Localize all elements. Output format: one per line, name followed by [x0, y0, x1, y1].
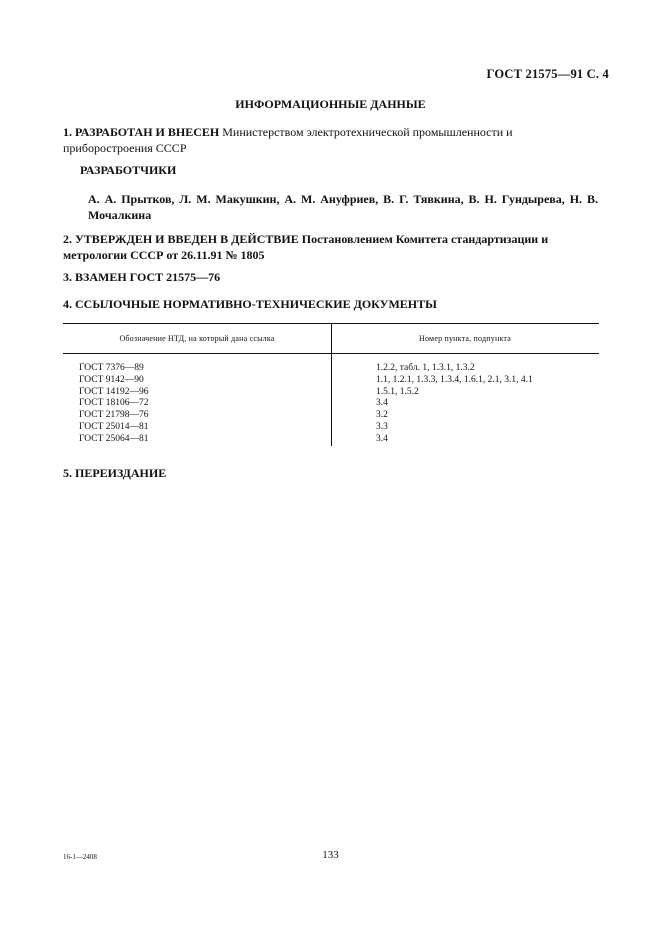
table-cell-document: ГОСТ 9142—90 — [79, 374, 144, 385]
table-column-clauses — [376, 363, 533, 446]
developers-heading: РАЗРАБОТЧИКИ — [80, 163, 177, 177]
section-5-number: 5. — [63, 466, 72, 480]
table-cell-clauses: 3.4 — [376, 433, 388, 444]
table-cell-document: ГОСТ 25014—81 — [79, 421, 149, 432]
document-reference: ГОСТ 21575—91 С. 4 — [486, 67, 609, 81]
section-2-number: 2. — [63, 232, 72, 246]
table-header-clause: Номер пункта, подпункта — [419, 334, 511, 343]
section-2-text: Постановлением Комитета стандартизации и метрологии СССР от 26.11.91 № 1805 — [63, 232, 549, 262]
section-3-heading: ВЗАМЕН ГОСТ 21575—76 — [75, 270, 221, 284]
table-cell-document: ГОСТ 7376—89 — [79, 363, 144, 373]
table-cell-clauses: 1.5.1, 1.5.2 — [376, 386, 419, 397]
section-4-heading: ССЫЛОЧНЫЕ НОРМАТИВНО-ТЕХНИЧЕСКИЕ ДОКУМЕНТЫ — [75, 297, 437, 311]
table-cell-clauses: 3.4 — [376, 398, 388, 409]
section-4 — [63, 297, 437, 313]
table-cell-document: ГОСТ 14192—96 — [79, 386, 149, 397]
table-cell-clauses: 1.1, 1.2.1, 1.3.3, 1.3.4, 1.6.1, 2.1, 3.1, 4.1 — [376, 374, 533, 385]
print-code: 16-1—2408 — [63, 853, 97, 861]
table-cell-document: ГОСТ 18106—72 — [79, 398, 149, 409]
table-cell-document: ГОСТ 21798—76 — [79, 410, 149, 421]
developers-list: А. А. Прытков, Л. М. Макушкин, А. М. Ануфриев, В. Г. Тявкина, В. Н. Гундырева, Н. В. Мочалкина — [88, 192, 598, 222]
section-1-heading: РАЗРАБОТАН И ВНЕСЕН — [75, 125, 220, 139]
section-1-text: Министерством электротехнической промышленности и приборостроения СССР — [63, 125, 513, 155]
table-column-documents — [79, 363, 149, 446]
section-5 — [63, 466, 166, 482]
page-number: 133 — [322, 849, 339, 861]
section-3 — [63, 270, 220, 286]
table-cell-document: ГОСТ 25064—81 — [79, 433, 149, 444]
section-1-number: 1. — [63, 125, 72, 139]
section-1 — [63, 125, 600, 156]
table-cell-clauses: 3.3 — [376, 421, 388, 432]
section-2-heading: УТВЕРЖДЕН И ВВЕДЕН В ДЕЙСТВИЕ — [75, 232, 299, 246]
section-3-number: 3. — [63, 270, 72, 284]
section-5-heading: ПЕРЕИЗДАНИЕ — [75, 466, 167, 480]
table-cell-clauses: 3.2 — [376, 410, 388, 421]
section-4-number: 4. — [63, 297, 72, 311]
table-cell-clauses: 1.2.2, табл. 1, 1.3.1, 1.3.2 — [376, 363, 475, 373]
page-title: ИНФОРМАЦИОННЫЕ ДАННЫЕ — [235, 97, 426, 111]
section-2 — [63, 232, 600, 263]
table-header-document: Обозначение НТД, на который дана ссылка — [119, 334, 275, 343]
